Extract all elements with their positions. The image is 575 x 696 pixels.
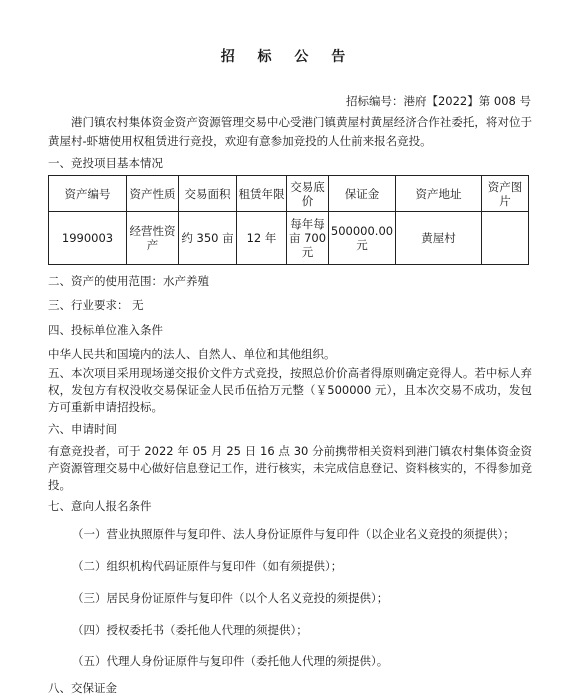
header-address: 资产地址 xyxy=(396,176,482,212)
intro-paragraph: 港门镇农村集体资金资产资源管理交易中心受港门镇黄屋村黄屋经济合作社委托，将对位于黄屋村-虾塘使用权租赁进行竞投，欢迎有意参加竞投的人仕前来报名竞投。 xyxy=(48,115,532,148)
section-4-body: 中华人民共和国境内的法人、自然人、单位和其他组织。 xyxy=(48,347,336,361)
cell-base-price: 每年每亩 700 元 xyxy=(287,212,329,265)
cell-image xyxy=(482,212,529,265)
asset-table-header xyxy=(49,176,529,212)
cell-address: 黄屋村 xyxy=(396,212,482,265)
section-4-heading: 四、投标单位准入条件 xyxy=(48,323,163,337)
section-6-heading: 六、申请时间 xyxy=(48,422,117,436)
header-image: 资产图片 xyxy=(482,176,529,212)
section-3-industry: 三、行业要求： 无 xyxy=(48,298,144,312)
section-7-heading: 七、意向人报名条件 xyxy=(48,499,152,513)
header-base-price: 交易底价 xyxy=(287,176,329,212)
list-item: （四）授权委托书（委托他人代理的须提供）； xyxy=(72,623,308,637)
section-1-heading: 一、竞投项目基本情况 xyxy=(48,156,163,170)
header-lease-term: 租赁年限 xyxy=(237,176,287,212)
cell-deposit: 500000.00 元 xyxy=(329,212,396,265)
list-item: （二）组织机构代码证原件与复印件（如有须提供）； xyxy=(72,559,343,573)
cell-lease-term: 12 年 xyxy=(237,212,287,265)
cell-asset-id: 1990003 xyxy=(49,212,127,265)
header-area: 交易面积 xyxy=(179,176,237,212)
section-8-heading: 八、交保证金 xyxy=(48,681,117,695)
document-number: 招标编号：港府【2022】第 008 号 xyxy=(345,94,531,108)
header-asset-id: 资产编号 xyxy=(49,176,127,212)
list-item: （三）居民身份证原件与复印件（以个人名义竞投的须提供）； xyxy=(72,591,389,605)
header-asset-type: 资产性质 xyxy=(127,176,179,212)
section-6-body: 有意竞投者，可于 2022 年 05 月 25 日 16 点 30 分前携带相关资料到港门镇农村集体资金资产资源管理交易中心做好信息登记工作，进行核实，未完成信息登记、资料核实的，不得参加竞投。 xyxy=(48,444,532,492)
list-item: （五）代理人身份证原件与复印件（委托他人代理的须提供）。 xyxy=(72,654,389,668)
cell-asset-type: 经营性资产 xyxy=(127,212,179,265)
cell-area: 约 350 亩 xyxy=(179,212,237,265)
section-5-body: 五、本次项目采用现场递交报价文件方式竞投，按照总价价高者得原则确定竞得人。若中标人弃权，发包方有权没收交易保证金人民币伍拾万元整（￥500000 元），且本次交易不成功，发包方可重新申请招投标。 xyxy=(48,366,532,414)
asset-table xyxy=(48,175,529,265)
header-deposit: 保证金 xyxy=(329,176,396,212)
table-row xyxy=(49,212,529,265)
list-item: （一）营业执照原件与复印件、法人身份证原件与复印件（以企业名义竞投的须提供）； xyxy=(72,527,515,541)
section-2-usage: 二、资产的使用范围：水产养殖 xyxy=(48,274,209,288)
page-title: 招 标 公 告 xyxy=(220,49,355,65)
